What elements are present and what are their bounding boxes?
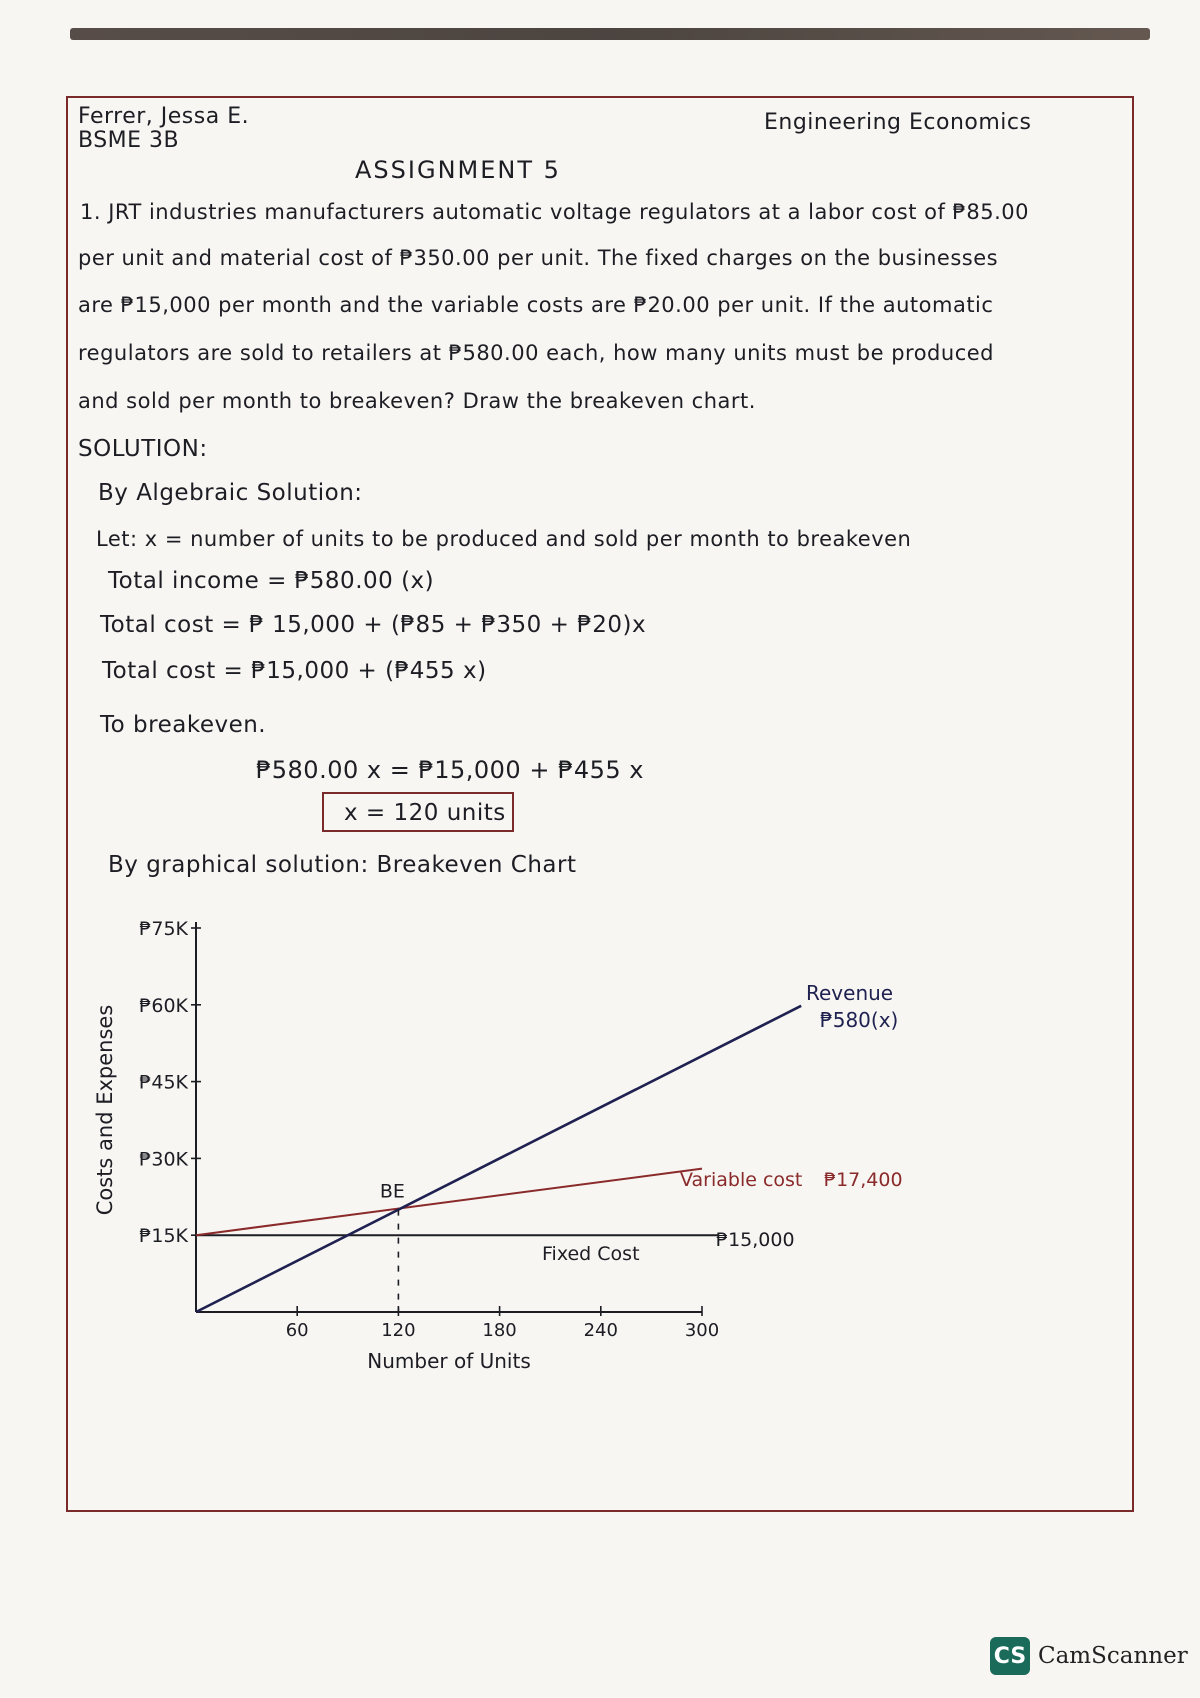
y-tick-label: ₱45K — [139, 1071, 188, 1094]
y-tick-label: ₱60K — [139, 994, 188, 1017]
x-tick-label: 120 — [381, 1320, 416, 1341]
camscanner-logo — [990, 1636, 1188, 1676]
y-tick-label: ₱15K — [139, 1225, 188, 1248]
problem-line-3: are ₱15,000 per month and the variable costs are ₱20.00 per unit. If the automatic — [78, 293, 994, 317]
breakeven-equation: ₱580.00 x = ₱15,000 + ₱455 x — [256, 756, 644, 784]
let-definition: Let: x = number of units to be produced and sold per month to breakeven — [96, 527, 912, 551]
fixed-cost-value: ₱15,000 — [716, 1229, 795, 1251]
camscanner-mark: CS — [990, 1637, 1030, 1675]
y-axis-label: Costs and Expenses — [93, 1004, 117, 1216]
breakeven-label: BE — [379, 1180, 405, 1203]
total-cost-line-2: Total cost = ₱15,000 + (₱455 x) — [102, 658, 487, 684]
algebraic-label: By Algebraic Solution: — [98, 480, 363, 506]
total-income-line: Total income = ₱580.00 (x) — [108, 568, 435, 594]
revenue-label: Revenue — [806, 981, 894, 1005]
variable-cost-label: Variable cost — [680, 1169, 803, 1191]
y-tick-label: ₱75K — [139, 918, 188, 940]
answer-text: x = 120 units — [344, 800, 506, 826]
student-section: BSME 3B — [78, 128, 180, 153]
problem-line-1: 1. JRT industries manufacturers automatic voltage regulators at a labor cost of ₱85.00 — [80, 200, 1030, 224]
x-axis-label: Number of Units — [367, 1349, 531, 1373]
subject-title: Engineering Economics — [764, 110, 1032, 135]
assignment-title: ASSIGNMENT 5 — [355, 156, 561, 184]
fixed-cost-label: Fixed Cost — [542, 1243, 640, 1265]
x-tick-label: 60 — [285, 1320, 309, 1341]
breakeven-label: To breakeven. — [100, 712, 267, 738]
y-tick-label: ₱30K — [139, 1148, 188, 1171]
total-cost-line-1: Total cost = ₱ 15,000 + (₱85 + ₱350 + ₱20)x — [100, 612, 647, 638]
variable-cost-value: ₱17,400 — [824, 1169, 903, 1191]
problem-line-2: per unit and material cost of ₱350.00 per unit. The fixed charges on the businesses — [78, 246, 999, 270]
x-tick-label: 240 — [583, 1320, 618, 1341]
variable-cost-line — [196, 1169, 702, 1236]
revenue-line — [196, 1006, 801, 1312]
student-name: Ferrer, Jessa E. — [78, 104, 250, 129]
problem-line-5: and sold per month to breakeven? Draw the breakeven chart. — [78, 389, 756, 413]
x-tick-label: 180 — [482, 1320, 517, 1341]
solution-label: SOLUTION: — [78, 436, 208, 462]
problem-line-4: regulators are sold to retailers at ₱580.00 each, how many units must be produced — [78, 341, 994, 365]
camscanner-name: CamScanner — [1038, 1643, 1188, 1669]
graphical-label: By graphical solution: Breakeven Chart — [108, 852, 577, 878]
revenue-formula: ₱580(x) — [820, 1008, 899, 1032]
x-tick-label: 300 — [684, 1320, 720, 1341]
